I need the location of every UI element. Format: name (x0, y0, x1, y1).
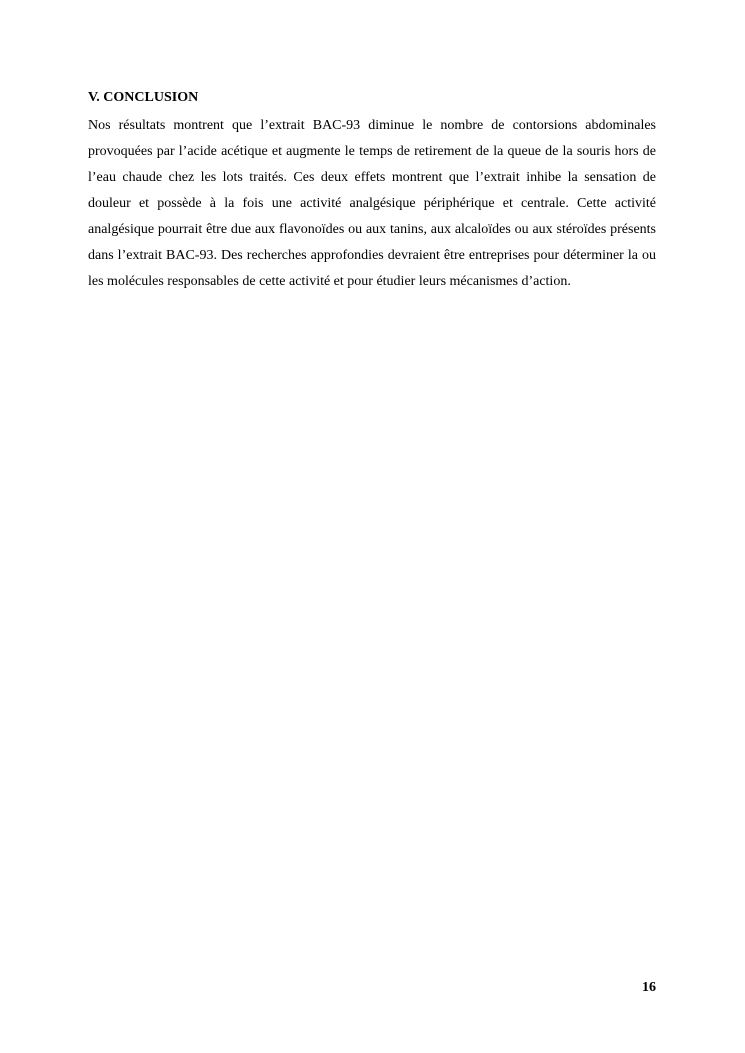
page-number: 16 (642, 980, 656, 995)
section-heading: V. CONCLUSION (88, 90, 199, 105)
conclusion-paragraph: Nos résultats montrent que l’extrait BAC-93 diminue le nombre de contorsions abdominales provoquées par l’acide acétique et augmente le temps de retirement de la queue de la souris hors de l’eau chaude chez les lots traités. Ces deux effets montrent que l’extrait inhibe la sensation de douleur et possède à la fois une activité analgésique périphérique et centrale. Cette activité analgésique pourrait être due aux flavonoïdes ou aux tanins, aux alcaloïdes ou aux stéroïdes présents dans l’extrait BAC-93. Des recherches approfondies devraient être entreprises pour déterminer la ou les molécules responsables de cette activité et pour étudier leurs mécanismes d’action. (88, 118, 656, 289)
